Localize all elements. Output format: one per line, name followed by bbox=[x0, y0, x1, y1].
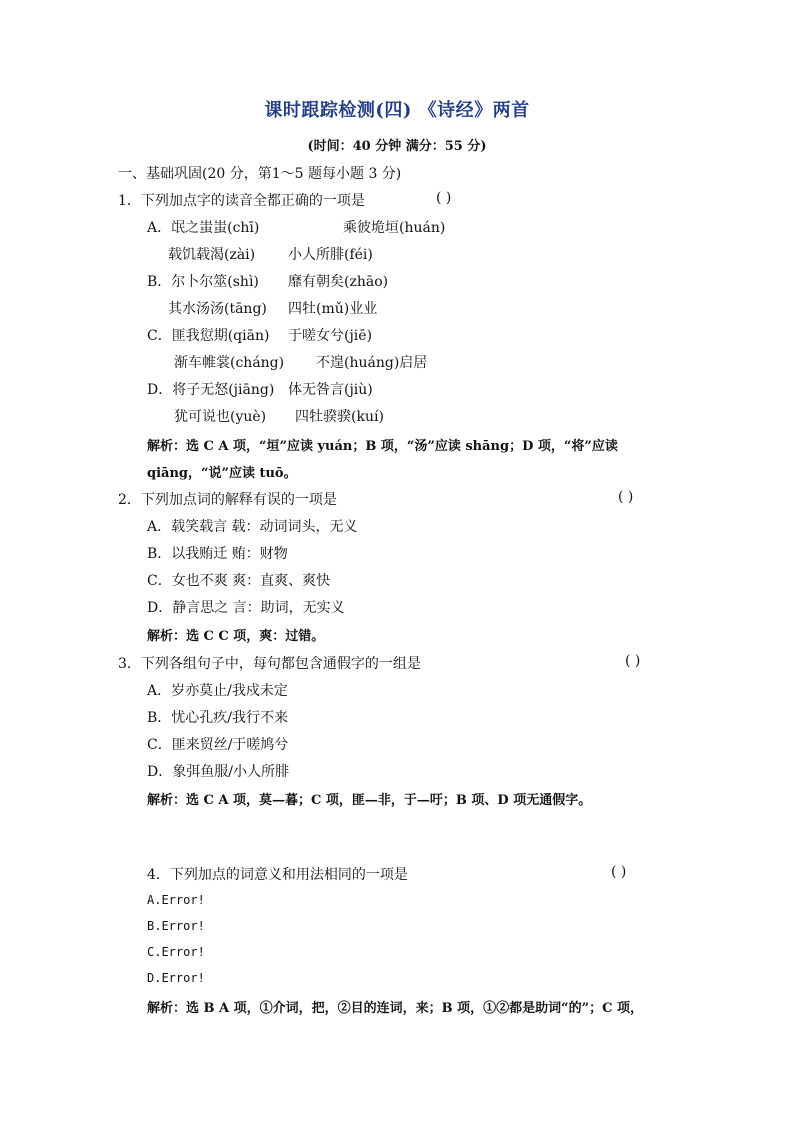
page-subtitle: (时间：40 分钟 满分：55 分) bbox=[307, 139, 487, 154]
question-3-stem: 3．下列各组句子中，每句都包含通假字的一组是 bbox=[118, 656, 421, 672]
q1-analysis-line-1: 解析：选 C A 项，“垣”应读 yuán；B 项，“汤”应读 shāng；D 项，“将”应读 bbox=[147, 439, 618, 454]
q3-option-c: C．匪来贸丝/于嗟鸠兮 bbox=[147, 737, 289, 753]
question-4-stem: 4．下列加点的词意义和用法相同的一项是 bbox=[147, 867, 408, 883]
q4-option-a: A.Error! bbox=[147, 893, 205, 907]
q3-option-a: A．岁亦莫止/我戍未定 bbox=[147, 683, 288, 699]
q1-option-c-left: C．匪我愆期(qiān) bbox=[147, 328, 270, 344]
q1-option-c-right: 于嗟女兮(jiē) bbox=[288, 328, 373, 344]
question-2-answer-paren: ( ) bbox=[618, 489, 634, 505]
q4-option-c: C.Error! bbox=[147, 945, 205, 959]
q4-option-b: B.Error! bbox=[147, 919, 205, 933]
question-2-stem: 2．下列加点词的解释有误的一项是 bbox=[118, 492, 337, 508]
q2-option-a: A．载笑载言 载：动词词头，无义 bbox=[147, 519, 358, 535]
q3-option-b: B．忧心孔疚/我行不来 bbox=[147, 710, 289, 726]
q1-analysis-line-2: qiāng，“说”应读 tuō。 bbox=[147, 466, 297, 481]
q1-option-b2-left: 其水汤汤(tāng) bbox=[168, 301, 267, 317]
q1-option-d-right: 体无咎言(jiù) bbox=[288, 382, 373, 398]
q1-option-a2-left: 载饥载渴(zài) bbox=[168, 247, 256, 263]
question-4-answer-paren: ( ) bbox=[611, 864, 627, 880]
q1-option-a-left: A．氓之蚩蚩(chī) bbox=[147, 220, 260, 236]
q1-option-d2-right: 四牡骙骙(kuí) bbox=[295, 409, 384, 425]
q3-analysis: 解析：选 C A 项，莫—暮；C 项，匪—非，于—吁；B 项、D 项无通假字。 bbox=[147, 793, 592, 808]
q1-option-d2-left: 犹可说也(yuè) bbox=[174, 409, 267, 425]
q2-analysis: 解析：选 C C 项，爽：过错。 bbox=[147, 629, 325, 644]
q1-option-a-right: 乘彼垝垣(huán) bbox=[343, 220, 446, 236]
question-1-answer-paren: ( ) bbox=[436, 190, 452, 206]
q2-option-d: D．静言思之 言：助词，无实义 bbox=[147, 600, 345, 616]
page-title: 课时跟踪检测(四) 《诗经》两首 bbox=[264, 100, 530, 121]
section-heading: 一、基础巩固(20 分，第1～5 题每小题 3 分) bbox=[118, 166, 402, 182]
q1-option-b-right: 靡有朝矣(zhāo) bbox=[288, 274, 389, 290]
q2-option-b: B．以我贿迁 贿：财物 bbox=[147, 546, 288, 562]
question-1-stem: 1．下列加点字的读音全都正确的一项是 bbox=[118, 193, 365, 209]
q1-option-b-left: B．尔卜尔筮(shì) bbox=[147, 274, 259, 290]
question-3-answer-paren: ( ) bbox=[625, 653, 641, 669]
q3-option-d: D．象弭鱼服/小人所腓 bbox=[147, 764, 289, 780]
q1-option-b2-right: 四牡(mǔ)业业 bbox=[288, 301, 378, 317]
q4-analysis: 解析：选 B A 项，①介词，把，②目的连词，来；B 项，①②都是助词“的”；C 项， bbox=[147, 1001, 643, 1016]
q1-option-d-left: D．将子无怒(jiāng) bbox=[147, 382, 275, 398]
q1-option-c2-left: 渐车帷裳(cháng) bbox=[174, 355, 285, 371]
q1-option-c2-right: 不遑(huáng)启居 bbox=[316, 355, 428, 371]
q1-option-a2-right: 小人所腓(féi) bbox=[288, 247, 373, 263]
q2-option-c: C．女也不爽 爽：直爽、爽快 bbox=[147, 573, 331, 589]
q4-option-d: D.Error! bbox=[147, 971, 205, 985]
